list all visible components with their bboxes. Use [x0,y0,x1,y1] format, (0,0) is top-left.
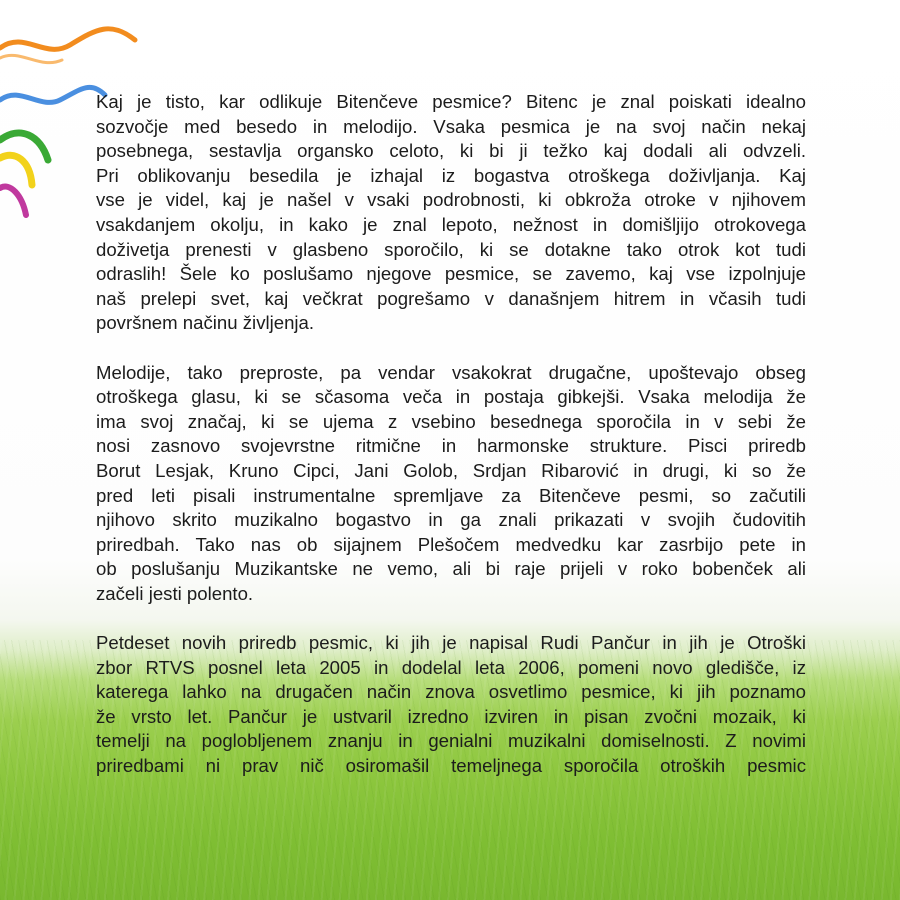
text-line: Kaj je tisto, kar odlikuje Bitenčeve pesmice? Bitenc je znal poiskati idealno [96,91,806,112]
text-line: ima svoj značaj, ki se ujema z vsebino besednega sporočila in v sebi že [96,410,806,432]
text-line: zbor RTVS posnel leta 2005 in dodelal leta 2006, pomeni novo gledišče, iz [96,656,806,678]
text-line: temelji na poglobljenem znanju in genialni muzikalni domiselnosti. Z novimi [96,730,806,752]
text-line: katerega lahko na drugačen način znova osvetlimo pesmice, ki jih poznamo [96,681,806,703]
paragraph-1 [96,90,806,336]
text-line: naš prelepi svet, kaj večkrat pogrešamo v današnjem hitrem in včasih tudi [96,287,806,309]
text-line: njihovo skrito muzikalno bogastvo in ga znali prikazati v svojih čudovitih [96,509,806,531]
text-line: Melodije, tako preproste, pa vendar vsakokrat drugačne, upoštevajo obseg [96,361,806,383]
text-line: otroškega glasu, ki se sčasoma veča in postaja gibkejši. Vsaka melodija že [96,386,806,408]
text-line: vsakdanjem okolju, in kako je znal lepoto, nežnost in domišljijo otrokovega [96,213,806,235]
paragraph-2 [96,361,806,607]
text-line: ob poslušanju Muzikantske ne vemo, ali bi raje prijeli v roko bobenček ali [96,558,806,580]
paragraph-3 [96,631,806,779]
text-line: priredbah. Tako nas ob sijajnem Plešočem medvedku kar zasrbijo pete in [96,533,806,555]
text-line: že vrsto let. Pančur je ustvaril izredno izviren in pisan zvočni mozaik, ki [96,705,806,727]
text-line: priredbami ni prav nič osiromašil temeljnega sporočila otroških pesmic [96,755,806,777]
article-body [96,90,806,803]
text-line: površnem načinu življenja. [96,312,315,334]
text-line: doživetja prenesti v glasbeno sporočilo, ki se dotakne tako otrok kot tudi [96,238,806,260]
text-line: Borut Lesjak, Kruno Cipci, Jani Golob, Srdjan Ribarović in drugi, ki so že [96,459,806,481]
text-line: pred leti pisali instrumentalne spremljave za Bitenčeve pesmi, so začutili [96,484,806,506]
text-line: nosi zasnovo svojevrstne ritmične in harmonske strukture. Pisci priredb [96,435,806,457]
text-line: posebnega, sestavlja organsko celoto, ki bi ji težko kaj dodali ali odvzeli. [96,140,806,162]
text-line: Petdeset novih priredb pesmic, ki jih je napisal Rudi Pančur in jih je Otroški [96,632,806,654]
text-line: vse je videl, kaj je našel v vsaki podrobnosti, ki obkroža otroke v njihovem [96,189,806,211]
text-line: odraslih! Šele ko poslušamo njegove pesmice, se zavemo, kaj vse izpolnjuje [96,263,806,285]
text-line: Pri oblikovanju besedila je izhajal iz bogastva otroškega doživljanja. Kaj [96,164,806,186]
text-line: začeli jesti polento. [96,582,254,604]
text-line: sozvočje med besedo in melodijo. Vsaka pesmica je na svoj način nekaj [96,115,806,137]
